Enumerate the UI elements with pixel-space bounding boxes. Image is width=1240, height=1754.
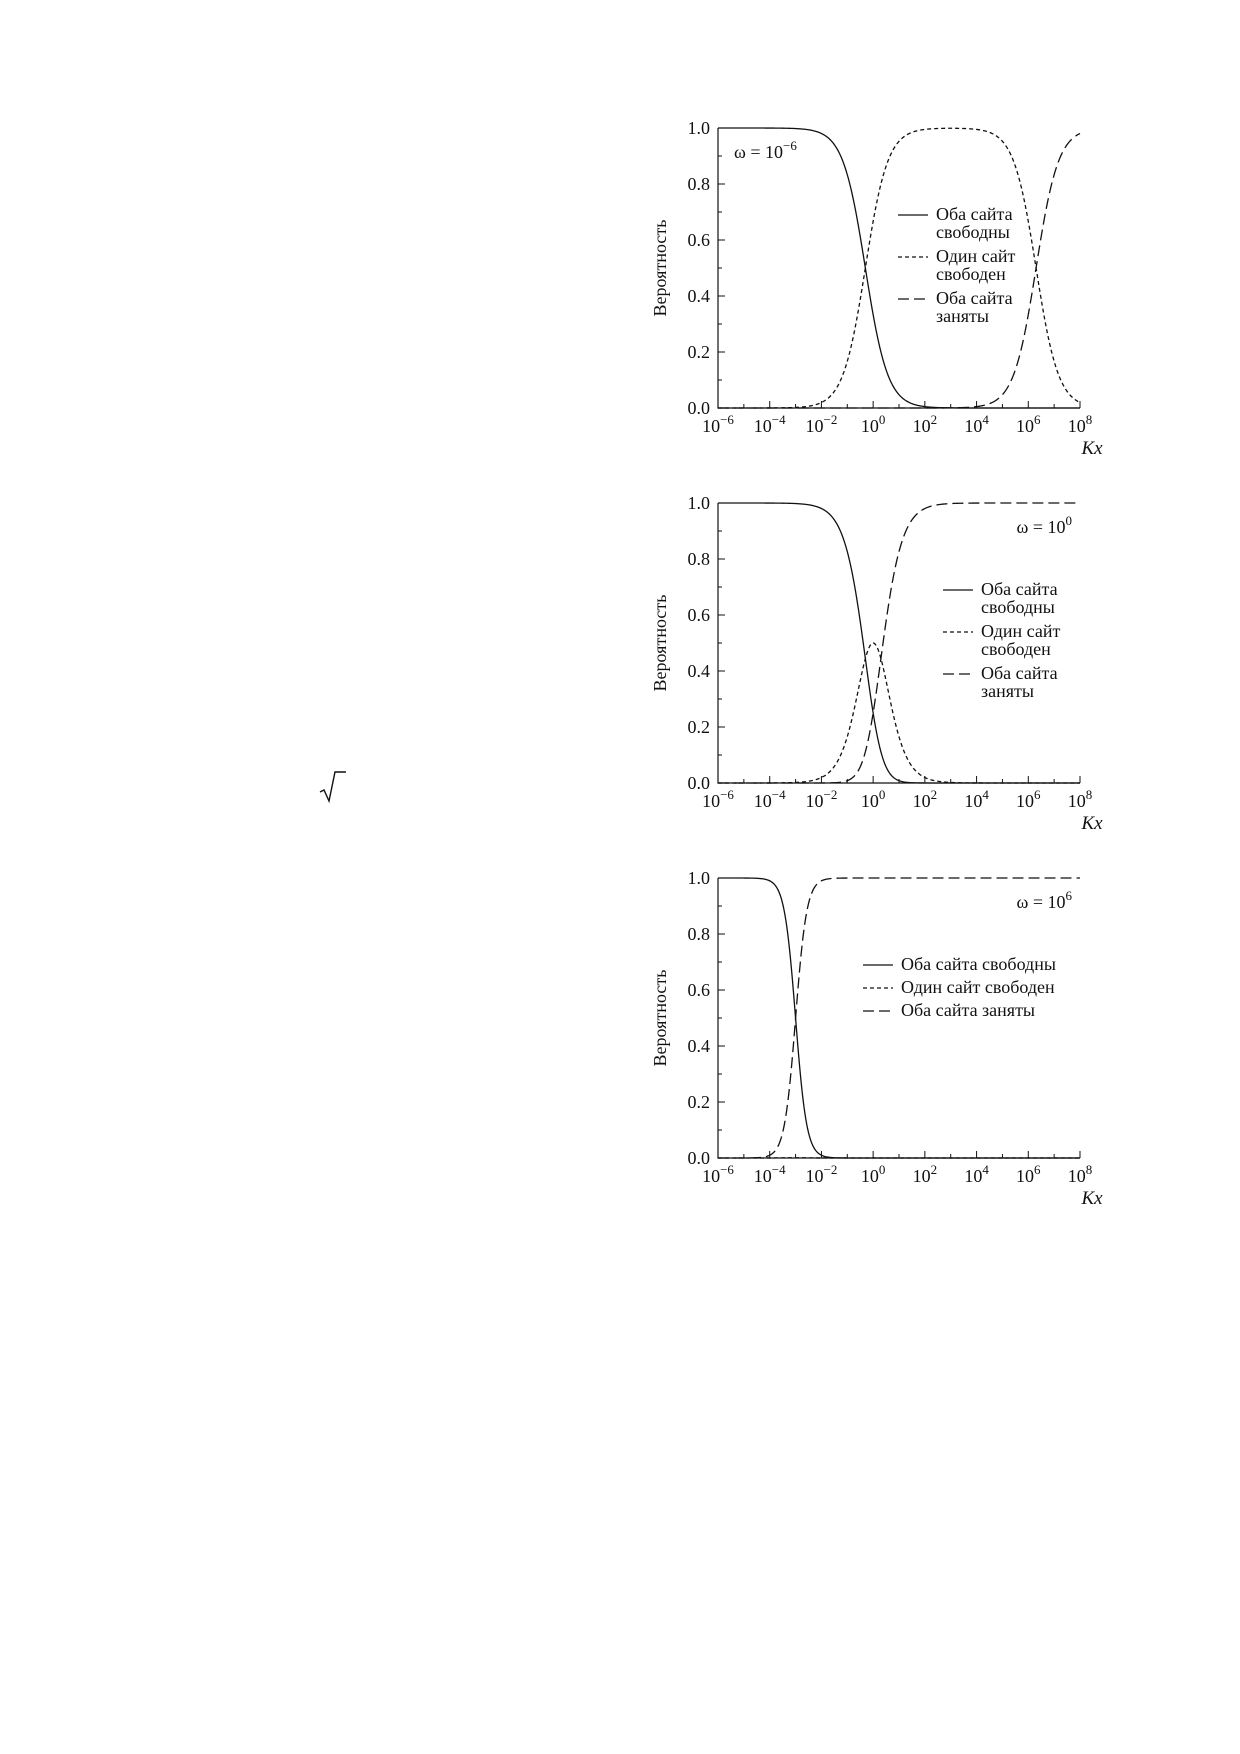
x-tick-label: $10^{-2}$ [805,787,838,811]
x-tick-label: $10^{-4}$ [753,1162,786,1186]
x-tick-label: $10^8$ [1067,412,1093,436]
x-tick-label: $10^{-6}$ [702,1162,734,1186]
x-tick-label: $10^4$ [964,1162,989,1186]
chart-panel-omega-1e6 [650,860,1120,1230]
y-tick-label: 0.6 [687,980,710,1000]
omega-annotation: $\omega = 10^{-6}$ [734,138,797,162]
legend-label: свободен [981,639,1051,659]
legend [943,579,1061,701]
x-tick-label: $10^{-2}$ [805,412,838,436]
y-tick-label: 0.2 [687,717,710,737]
legend [898,204,1016,326]
chart-panel-omega-1e0 [650,485,1120,855]
y-tick-label: 1.0 [687,493,710,513]
legend-label: свободны [981,597,1055,617]
legend-label: Оба сайта свободны [901,954,1056,974]
legend-label: свободен [936,264,1006,284]
x-tick-label: $10^2$ [912,412,938,436]
legend-label: заняты [981,681,1034,701]
x-tick-label: $10^{-6}$ [702,787,734,811]
square-root-symbol [318,770,348,804]
series-line-2 [718,128,1080,408]
x-tick-label: $10^8$ [1067,787,1093,811]
x-axis-label: Kx [1081,1188,1103,1209]
legend-label: Оба сайта заняты [901,1000,1036,1020]
omega-annotation: $\omega = 10^0$ [1016,513,1072,537]
y-tick-label: 0.4 [687,661,710,681]
chart-panel-omega-1e-6 [650,110,1120,480]
y-tick-label: 0.4 [687,286,710,306]
y-tick-label: 0.0 [687,1148,710,1168]
y-tick-label: 0.0 [687,398,710,418]
legend-label: заняты [936,306,989,326]
x-tick-label: $10^8$ [1067,1162,1093,1186]
x-tick-label: $10^{-2}$ [805,1162,838,1186]
legend [863,954,1056,1020]
x-tick-label: $10^{-6}$ [702,412,734,436]
legend-label: Один сайт свободен [901,977,1055,997]
y-axis-label: Вероятность [650,594,670,692]
y-tick-label: 0.8 [687,924,710,944]
x-tick-label: $10^6$ [1016,787,1041,811]
x-axis-label: Kx [1081,438,1103,459]
legend-label: Оба сайта [936,204,1013,224]
x-tick-label: $10^2$ [912,1162,938,1186]
series-line-1 [718,128,1080,408]
axis-lines [718,128,1080,408]
omega-annotation: $\omega = 10^6$ [1016,888,1072,912]
x-tick-label: $10^{-4}$ [753,787,786,811]
x-tick-label: $10^4$ [964,787,989,811]
legend-label: Оба сайта [981,663,1058,683]
legend-label: свободны [936,222,1010,242]
legend-label: Один сайт [936,246,1016,266]
x-tick-label: $10^6$ [1016,412,1041,436]
chart-svg [650,110,1120,480]
chart-svg [650,860,1120,1230]
x-tick-label: $10^6$ [1016,1162,1041,1186]
x-tick-label: $10^0$ [860,412,886,436]
x-tick-label: $10^2$ [912,787,938,811]
y-tick-label: 0.2 [687,1092,710,1112]
y-tick-label: 0.8 [687,549,710,569]
legend-label: Оба сайта [936,288,1013,308]
y-axis-label: Вероятность [650,219,670,317]
y-tick-label: 0.6 [687,230,710,250]
y-tick-label: 0.0 [687,773,710,793]
y-axis-label: Вероятность [650,969,670,1067]
y-tick-label: 0.2 [687,342,710,362]
y-tick-label: 1.0 [687,118,710,138]
x-tick-label: $10^{-4}$ [753,412,786,436]
x-tick-label: $10^0$ [860,1162,886,1186]
y-tick-label: 0.8 [687,174,710,194]
y-tick-label: 0.6 [687,605,710,625]
series-line-3 [718,133,1080,408]
x-tick-label: $10^4$ [964,412,989,436]
y-tick-label: 0.4 [687,1036,710,1056]
x-tick-label: $10^0$ [860,787,886,811]
x-axis-label: Kx [1081,813,1103,834]
legend-label: Оба сайта [981,579,1058,599]
chart-svg [650,485,1120,855]
legend-label: Один сайт [981,621,1061,641]
y-tick-label: 1.0 [687,868,710,888]
